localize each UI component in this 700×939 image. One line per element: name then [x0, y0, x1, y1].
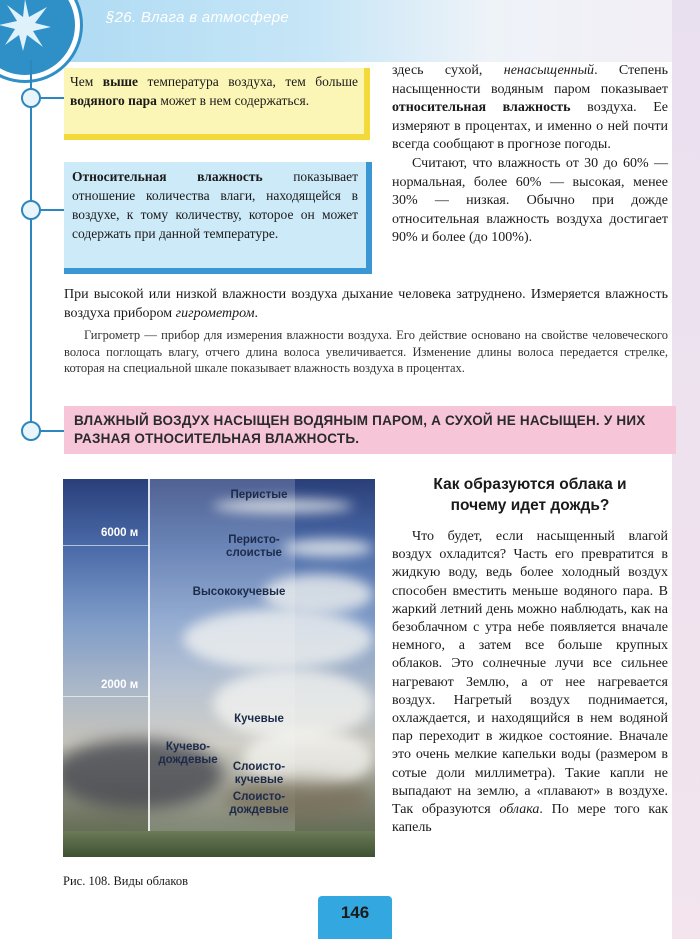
label-stratocumulus [223, 761, 295, 787]
small-print-note: Гигрометр — прибор для измерения влажности воздуха. Его действие основано на свойстве человеческого волоса поглощать влагу, отчего длина волоса увеличивается. Изменение длины волоса передается стрелке, которая на специальной шкале показывает влажность воздуха в процентах. [64, 328, 668, 375]
bold-text: Относительная влажность [72, 169, 263, 184]
text: . [254, 305, 259, 321]
label-cirrus: Перистые [230, 489, 288, 501]
altitude-label-2000: 2000 м [101, 679, 139, 691]
label-line: дождевые [229, 804, 289, 816]
altitude-gridline [63, 545, 150, 546]
subsection-heading [392, 474, 668, 516]
clouds-paragraph [392, 528, 668, 837]
text: температура воздуха, тем больше [138, 74, 358, 89]
margin-tick [40, 97, 64, 99]
text: воздуха. Ее измеряют в процентах, и именно о ней почти всегда сообщают в прогнозе погоды. [392, 100, 668, 153]
section-title: §26. Влага в атмосфере [106, 9, 290, 26]
cloud-shape [213, 669, 373, 739]
bold-text: относительная влажность [392, 100, 571, 116]
cloud-shape [183, 609, 373, 669]
altitude-axis [148, 479, 150, 831]
text: Что будет, если насыщенный влагой воздух охладится? Часть его превратится в жидкую воду, ведь более холодный воздух способен вместить меньше водяного пара. В жаркий летний день можно наблюдать, как на безоблачном с утра небе появляется вначале немного, а затем все больше крупных облаков. Это солнечные лучи все сильнее нагревают Землю, а от нее нагревается воздух. Нагретый воздух поднимается, охлаждается, и находящийся в нем водяной пар переходит в жидкое состояние. Вначале это очень мелкие капельки воды (размером в сотые доли миллиметра). Такие капли не выпадают на землю, а «плавают» в воздухе. Так образуются [392, 529, 668, 818]
label-cirrostratus [213, 534, 295, 560]
paragraph: Считают, что влажность от 30 до 60% — нормальная, более 60% — высокая, менее 30% — низкая. Обычно при дожде относительная влажность воздуха достигает 90% и более (до 100%). [392, 155, 668, 246]
margin-line [30, 60, 32, 432]
text: . По мере того как капель [392, 802, 668, 836]
margin-dot [21, 200, 41, 220]
header-band [0, 0, 700, 62]
label-line: Слоисто- [232, 791, 286, 803]
paragraph [392, 62, 668, 155]
label-line: слоистые [226, 547, 282, 559]
text: может в нем содержаться. [156, 93, 310, 108]
ground-strip [63, 831, 375, 857]
right-column-text [392, 62, 668, 248]
label-altocumulus: Высококучевые [192, 586, 286, 598]
page-number: 146 [340, 903, 370, 922]
figure-caption: Рис. 108. Виды облаков [63, 874, 189, 888]
cloud-shape [283, 539, 373, 557]
heading-line: Как образуются облака и [433, 476, 627, 493]
bold-text: водяного пара [70, 93, 157, 108]
margin-dot [21, 88, 41, 108]
label-line: Перисто- [228, 534, 280, 546]
highlight-box-yellow [64, 68, 370, 140]
label-line: дождевые [158, 754, 218, 766]
italic-text: гигрометром [175, 305, 255, 321]
label-nimbostratus [223, 791, 295, 817]
heading-line: почему идет дождь? [450, 497, 610, 514]
text: . Степень насыщенности водяным паром показывает [392, 63, 668, 97]
text: здесь сухой, [392, 63, 504, 78]
side-decoration [672, 0, 700, 939]
altitude-label-6000: 6000 м [101, 527, 139, 539]
margin-dot [21, 421, 41, 441]
bold-text: выше [102, 74, 139, 89]
label-line: кучевые [234, 774, 284, 786]
margin-tick [40, 430, 64, 432]
label-cumulonimbus [148, 741, 228, 767]
italic-text: ненасыщенный [503, 63, 595, 78]
clouds-figure [63, 479, 375, 857]
paragraph-hygrometer [64, 286, 668, 323]
altitude-gridline [63, 696, 150, 697]
label-line: Кучево- [165, 741, 211, 753]
label-cumulus: Кучевые [234, 713, 284, 725]
text: Чем [70, 74, 103, 89]
snowflake-icon [0, 0, 53, 53]
key-statement-band: ВЛАЖНЫЙ ВОЗДУХ НАСЫЩЕН ВОДЯНЫМ ПАРОМ, А СУХОЙ НЕ НАСЫЩЕН. У НИХ РАЗНАЯ ОТНОСИТЕЛЬНАЯ ВЛАЖНОСТЬ. [64, 406, 676, 454]
highlight-box-blue [64, 162, 372, 274]
text: При высокой или низкой влажности воздуха дыхание человека затруднено. Измеряется влажность воздуха прибором [64, 287, 668, 321]
text: показывает отношение количества влаги, находящейся в воздухе, к тому количеству, которое он может содержать при данной температуре. [72, 169, 358, 241]
italic-text: облака [499, 802, 540, 818]
margin-tick [40, 209, 64, 211]
label-line: Слоисто- [232, 761, 286, 773]
